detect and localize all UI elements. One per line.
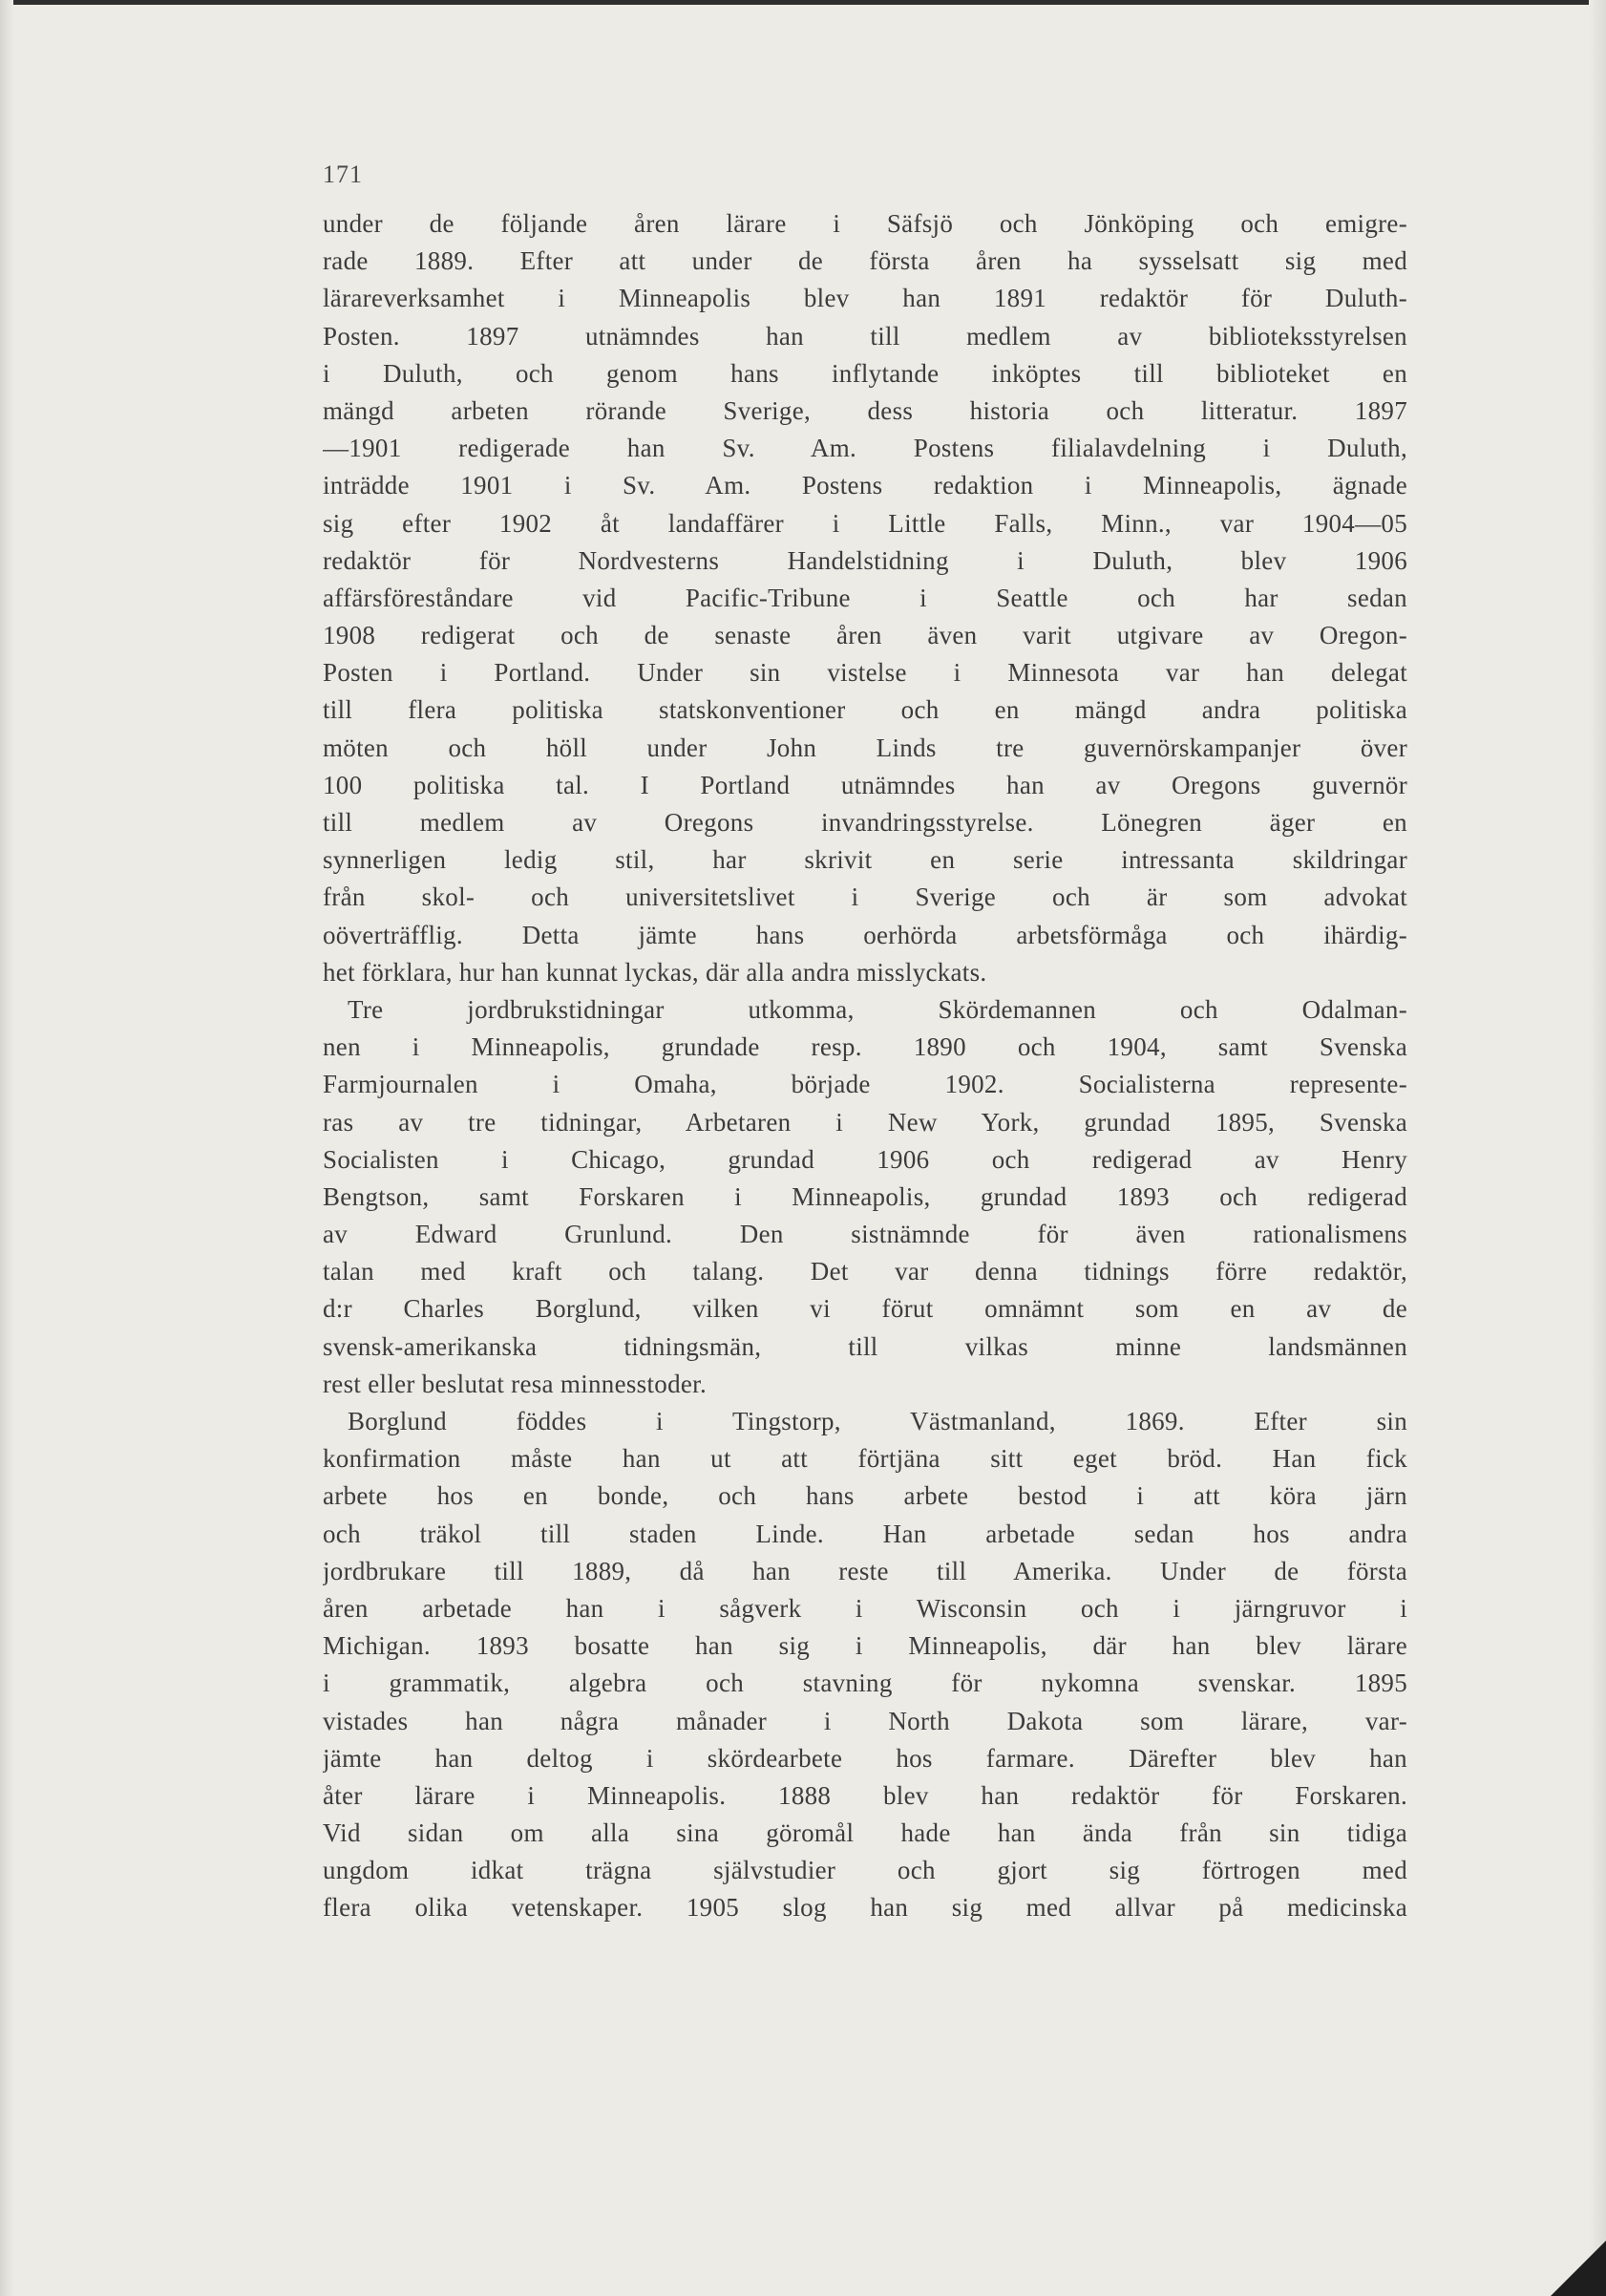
scan-corner-mark	[1551, 2241, 1606, 2296]
text-line: åter lärare i Minneapolis. 1888 blev han redaktör för Forskaren.	[323, 1780, 1407, 1810]
text-line: under de följande åren lärare i Säfsjö och Jönköping och emigre-	[323, 209, 1407, 238]
text-line: Farmjournalen i Omaha, började 1902. Socialisterna represente-	[323, 1070, 1407, 1099]
text-line: Michigan. 1893 bosatte han sig i Minneapolis, där han blev lärare	[323, 1631, 1407, 1661]
text-line: Bengtson, samt Forskaren i Minneapolis, grundad 1893 och redigerad	[323, 1181, 1407, 1211]
text-line: lärareverksamhet i Minneapolis blev han 1891 redaktör för Duluth-	[323, 284, 1407, 313]
text-line: oöverträfflig. Detta jämte hans oerhörda arbetsförmåga och ihärdig-	[323, 920, 1407, 949]
text-line: Posten. 1897 utnämndes han till medlem av biblioteksstyrelsen	[323, 321, 1407, 351]
text-line: mängd arbeten rörande Sverige, dess historia och litteratur. 1897	[323, 395, 1407, 425]
text-line: d:r Charles Borglund, vilken vi förut omnämnt som en av de	[323, 1294, 1407, 1324]
text-line: sig efter 1902 åt landaffärer i Little Falls, Minn., var 1904—05	[323, 508, 1407, 538]
text-line: i Duluth, och genom hans inflytande inköptes till biblioteket en	[323, 358, 1407, 388]
text-line: jämte han deltog i skördearbete hos farmare. Därefter blev han	[323, 1743, 1407, 1773]
text-line: från skol- och universitetslivet i Sverige och är som advokat	[323, 882, 1407, 912]
text-line: till medlem av Oregons invandringsstyrelse. Lönegren äger en	[323, 808, 1407, 837]
text-line: ungdom idkat trägna självstudier och gjort sig förtrogen med	[323, 1856, 1407, 1885]
text-line: Vid sidan om alla sina göromål hade han ända från sin tidiga	[323, 1818, 1407, 1848]
text-line: av Edward Grunlund. Den sistnämnde för även rationalismens	[323, 1220, 1407, 1249]
body-text	[323, 205, 1407, 1927]
scan-top-edge	[0, 0, 1606, 5]
text-line: i grammatik, algebra och stavning för nykomna svenskar. 1895	[323, 1669, 1407, 1698]
text-line: affärsföreståndare vid Pacific-Tribune i Seattle och har sedan	[323, 583, 1407, 612]
text-line: ras av tre tidningar, Arbetaren i New York, grundad 1895, Svenska	[323, 1107, 1407, 1137]
text-line: flera olika vetenskaper. 1905 slog han sig med allvar på medicinska	[323, 1893, 1407, 1923]
text-line: rade 1889. Efter att under de första åren ha sysselsatt sig med	[323, 246, 1407, 276]
text-line: rest eller beslutat resa minnesstoder.	[323, 1369, 708, 1398]
scan-right-margin	[1589, 0, 1606, 2296]
text-line: 1908 redigerat och de senaste åren även varit utgivare av Oregon-	[323, 621, 1407, 650]
text-line: svensk-amerikanska tidningsmän, till vilkas minne landsmännen	[323, 1331, 1407, 1361]
text-line: vistades han några månader i North Dakota som lärare, var-	[323, 1706, 1407, 1735]
text-line: möten och höll under John Linds tre guvernörskampanjer över	[323, 733, 1407, 762]
text-line: och träkol till staden Linde. Han arbetade sedan hos andra	[323, 1519, 1407, 1548]
text-line: het förklara, hur han kunnat lyckas, där alla andra misslyckats.	[323, 957, 987, 987]
text-line: —1901 redigerade han Sv. Am. Postens filialavdelning i Duluth,	[323, 434, 1407, 463]
text-line: synnerligen ledig stil, har skrivit en serie intressanta skildringar	[323, 845, 1407, 875]
text-line: Tre jordbrukstidningar utkomma, Skördemannen och Odalman-	[348, 994, 1407, 1024]
text-line: åren arbetade han i sågverk i Wisconsin och i järngruvor i	[323, 1593, 1407, 1623]
text-line: Posten i Portland. Under sin vistelse i Minnesota var han delegat	[323, 658, 1407, 688]
text-line: konfirmation måste han ut att förtjäna sitt eget bröd. Han fick	[323, 1444, 1407, 1474]
text-line: till flera politiska statskonventioner och en mängd andra politiska	[323, 695, 1407, 725]
scan-left-margin	[0, 0, 13, 2296]
text-line: jordbrukare till 1889, då han reste till Amerika. Under de första	[323, 1556, 1407, 1585]
text-line: 100 politiska tal. I Portland utnämndes han av Oregons guvernör	[323, 770, 1407, 799]
text-line: Socialisten i Chicago, grundad 1906 och redigerad av Henry	[323, 1144, 1407, 1174]
text-line: arbete hos en bonde, och hans arbete bestod i att köra järn	[323, 1481, 1407, 1511]
text-line: Borglund föddes i Tingstorp, Västmanland, 1869. Efter sin	[348, 1407, 1407, 1435]
page-number: 171	[323, 160, 363, 188]
text-line: nen i Minneapolis, grundade resp. 1890 och 1904, samt Svenska	[323, 1032, 1407, 1062]
text-line: inträdde 1901 i Sv. Am. Postens redaktion i Minneapolis, ägnade	[323, 471, 1407, 500]
text-line: talan med kraft och talang. Det var denna tidnings förre redaktör,	[323, 1257, 1407, 1286]
text-line: redaktör för Nordvesterns Handelstidning i Duluth, blev 1906	[323, 545, 1407, 575]
